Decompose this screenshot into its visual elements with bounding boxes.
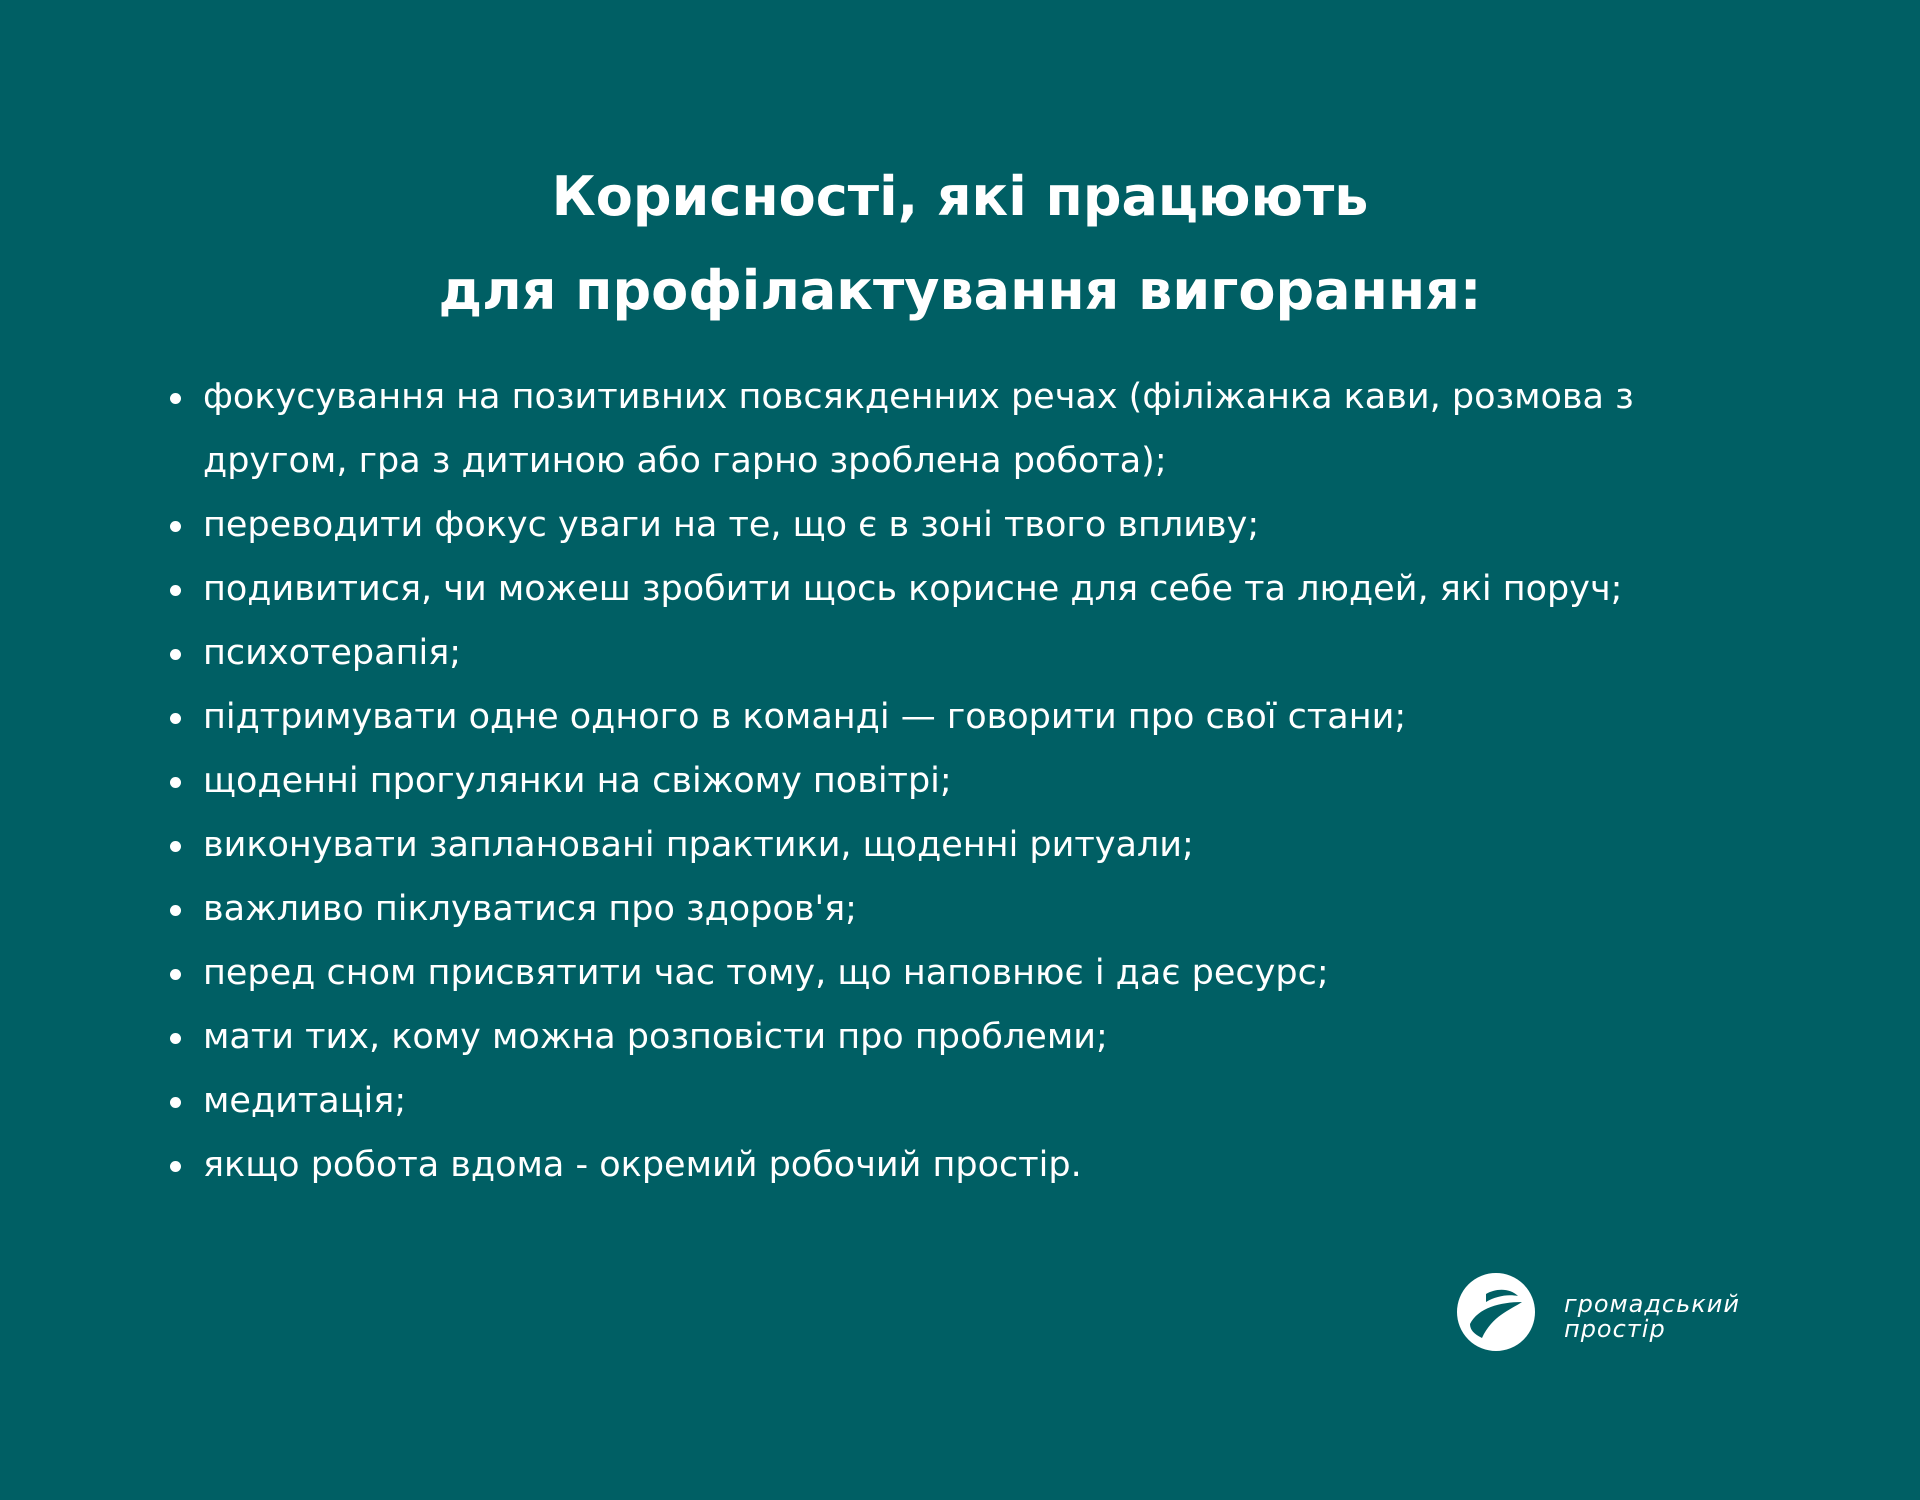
title-line-2: для профілактування вигорання: (438, 259, 1482, 322)
list-item: важливо піклуватися про здоров'я; (164, 877, 1704, 941)
logo-wordmark (1564, 1292, 1740, 1342)
organization-logo (1456, 1272, 1776, 1352)
list-item: перед сном присвятити час тому, що наповнює і дає ресурс; (164, 941, 1704, 1005)
page-title (0, 150, 1920, 338)
list-item: подивитися, чи можеш зробити щось корисне для себе та людей, які поруч; (164, 557, 1704, 621)
title-line-1: Корисності, які працюють (551, 165, 1369, 228)
list-item: мати тих, кому можна розповісти про проблеми; (164, 1005, 1704, 1069)
list-item: психотерапія; (164, 621, 1704, 685)
logo-line-1: громадський (1564, 1290, 1740, 1318)
list-item: якщо робота вдома - окремий робочий простір. (164, 1133, 1704, 1197)
list-item: фокусування на позитивних повсякденних речах (філіжанка кави, розмова з другом, гра з дитиною або гарно зроблена робота); (164, 365, 1704, 493)
list-item: підтримувати одне одного в команді — говорити про свої стани; (164, 685, 1704, 749)
list-item: щоденні прогулянки на свіжому повітрі; (164, 749, 1704, 813)
list-item: переводити фокус уваги на те, що є в зоні твого впливу; (164, 493, 1704, 557)
circle-swirl-logo-icon (1456, 1272, 1536, 1352)
list-item: медитація; (164, 1069, 1704, 1133)
logo-line-2: простір (1564, 1315, 1666, 1343)
list-item: виконувати заплановані практики, щоденні ритуали; (164, 813, 1704, 877)
tips-list (164, 365, 1704, 1197)
